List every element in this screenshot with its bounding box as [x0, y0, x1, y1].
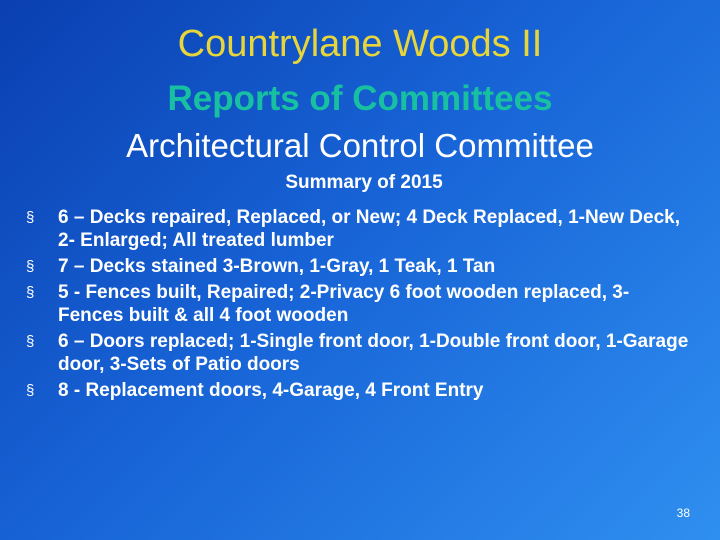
bullet-marker-icon: § — [26, 258, 35, 275]
bullet-item-decks-stained — [24, 255, 694, 278]
bullet-text: 7 – Decks stained 3-Brown, 1-Gray, 1 Teak, 1 Tan — [58, 256, 496, 277]
bullet-marker-icon: § — [26, 333, 35, 350]
bullet-item-decks-repaired — [24, 206, 694, 252]
page-number: 38 — [676, 506, 690, 520]
bullet-text: 8 - Replacement doors, 4-Garage, 4 Front Entry — [58, 380, 484, 401]
committee-heading: Architectural Control Committee — [126, 127, 594, 164]
bullet-item-doors-replaced — [24, 330, 694, 376]
bullet-text: 6 – Decks repaired, Replaced, or New; 4 Deck Replaced, 1-New Deck, 2- Enlarged; All treated lumber — [58, 207, 681, 251]
bullet-marker-icon: § — [26, 209, 35, 226]
slide-title: Countrylane Woods II — [177, 23, 543, 65]
bullet-text: 6 – Doors replaced; 1-Single front door, 1-Double front door, 1-Garage door, 3-Sets of Patio doors — [58, 331, 689, 375]
bullet-list — [24, 206, 694, 405]
bullet-item-fences — [24, 281, 694, 327]
bullet-marker-icon: § — [26, 284, 35, 301]
bullet-text: 5 - Fences built, Repaired; 2-Privacy 6 foot wooden replaced, 3-Fences built & all 4 foot wooden — [58, 282, 630, 326]
bullet-marker-icon: § — [26, 382, 35, 399]
slide-subtitle: Reports of Committees — [167, 79, 553, 118]
bullet-item-replacement-doors — [24, 379, 694, 402]
summary-heading: Summary of 2015 — [285, 172, 443, 193]
